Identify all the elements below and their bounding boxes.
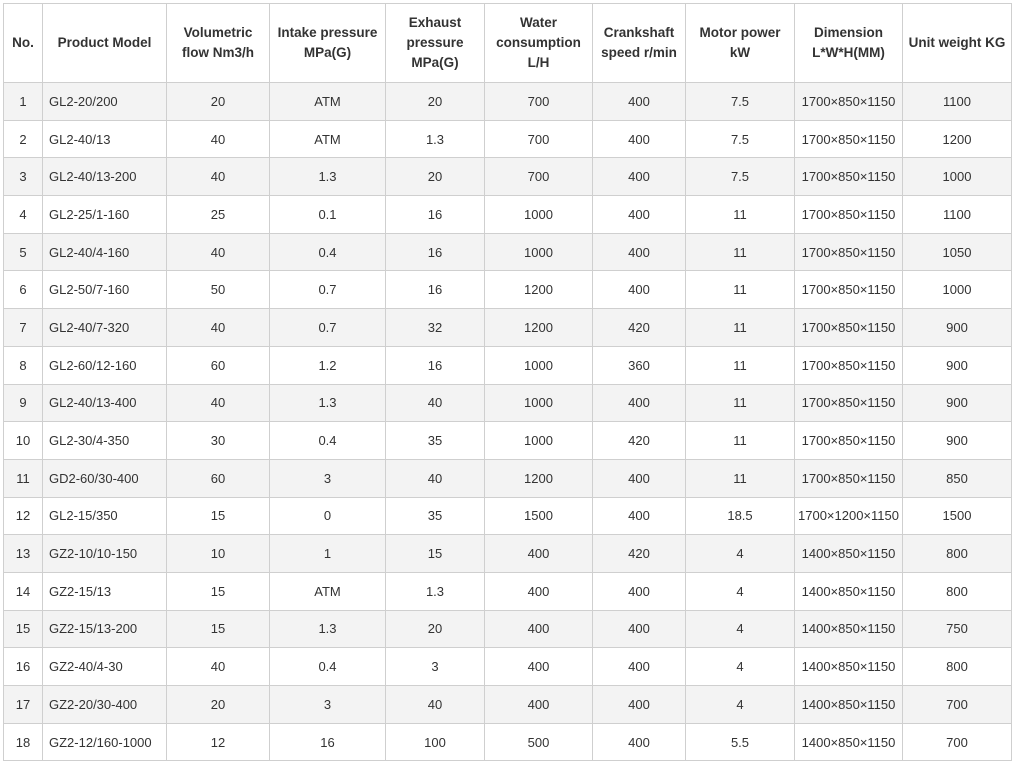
cell-dimension: 1700×1200×1150 <box>795 497 903 535</box>
cell-no: 11 <box>4 459 43 497</box>
cell-unit-weight: 1050 <box>903 233 1012 271</box>
cell-no: 3 <box>4 158 43 196</box>
cell-dimension: 1700×850×1150 <box>795 384 903 422</box>
cell-motor-power: 7.5 <box>686 158 795 196</box>
cell-intake-pressure: 0.4 <box>270 648 386 686</box>
cell-product-model: GL2-40/7-320 <box>43 309 167 347</box>
cell-dimension: 1700×850×1150 <box>795 309 903 347</box>
cell-crankshaft-speed: 360 <box>593 346 686 384</box>
cell-unit-weight: 1100 <box>903 196 1012 234</box>
cell-exhaust-pressure: 40 <box>386 686 485 724</box>
cell-volumetric-flow: 25 <box>167 196 270 234</box>
cell-no: 14 <box>4 572 43 610</box>
cell-water-consumption: 1200 <box>485 459 593 497</box>
cell-motor-power: 11 <box>686 346 795 384</box>
cell-dimension: 1700×850×1150 <box>795 459 903 497</box>
cell-exhaust-pressure: 15 <box>386 535 485 573</box>
cell-water-consumption: 400 <box>485 572 593 610</box>
cell-exhaust-pressure: 40 <box>386 459 485 497</box>
cell-no: 5 <box>4 233 43 271</box>
cell-volumetric-flow: 40 <box>167 158 270 196</box>
cell-dimension: 1400×850×1150 <box>795 572 903 610</box>
cell-volumetric-flow: 40 <box>167 384 270 422</box>
table-row <box>4 309 1012 347</box>
cell-exhaust-pressure: 16 <box>386 346 485 384</box>
cell-exhaust-pressure: 35 <box>386 422 485 460</box>
cell-motor-power: 11 <box>686 233 795 271</box>
cell-dimension: 1700×850×1150 <box>795 233 903 271</box>
cell-crankshaft-speed: 400 <box>593 572 686 610</box>
cell-water-consumption: 400 <box>485 648 593 686</box>
cell-no: 6 <box>4 271 43 309</box>
header-unit-weight: Unit weight KG <box>903 4 1012 83</box>
header-dimension: Dimension L*W*H(MM) <box>795 4 903 83</box>
cell-product-model: GL2-30/4-350 <box>43 422 167 460</box>
cell-volumetric-flow: 60 <box>167 459 270 497</box>
cell-exhaust-pressure: 20 <box>386 83 485 121</box>
table-row <box>4 686 1012 724</box>
cell-volumetric-flow: 30 <box>167 422 270 460</box>
cell-product-model: GZ2-12/160-1000 <box>43 723 167 761</box>
cell-intake-pressure: 1.2 <box>270 346 386 384</box>
table-row <box>4 648 1012 686</box>
cell-crankshaft-speed: 420 <box>593 309 686 347</box>
cell-no: 15 <box>4 610 43 648</box>
cell-dimension: 1400×850×1150 <box>795 648 903 686</box>
cell-dimension: 1400×850×1150 <box>795 535 903 573</box>
cell-crankshaft-speed: 400 <box>593 83 686 121</box>
cell-motor-power: 7.5 <box>686 120 795 158</box>
cell-volumetric-flow: 50 <box>167 271 270 309</box>
cell-no: 18 <box>4 723 43 761</box>
cell-water-consumption: 1200 <box>485 309 593 347</box>
cell-volumetric-flow: 10 <box>167 535 270 573</box>
cell-unit-weight: 1200 <box>903 120 1012 158</box>
cell-product-model: GL2-40/13-400 <box>43 384 167 422</box>
cell-volumetric-flow: 40 <box>167 120 270 158</box>
cell-no: 4 <box>4 196 43 234</box>
cell-exhaust-pressure: 20 <box>386 610 485 648</box>
cell-volumetric-flow: 60 <box>167 346 270 384</box>
cell-product-model: GD2-60/30-400 <box>43 459 167 497</box>
cell-product-model: GZ2-40/4-30 <box>43 648 167 686</box>
table-header <box>4 4 1012 83</box>
cell-dimension: 1400×850×1150 <box>795 610 903 648</box>
cell-unit-weight: 1100 <box>903 83 1012 121</box>
cell-product-model: GL2-40/4-160 <box>43 233 167 271</box>
cell-water-consumption: 1500 <box>485 497 593 535</box>
cell-motor-power: 4 <box>686 610 795 648</box>
cell-motor-power: 4 <box>686 535 795 573</box>
cell-no: 10 <box>4 422 43 460</box>
cell-product-model: GL2-20/200 <box>43 83 167 121</box>
cell-dimension: 1700×850×1150 <box>795 422 903 460</box>
cell-motor-power: 11 <box>686 309 795 347</box>
cell-exhaust-pressure: 32 <box>386 309 485 347</box>
cell-volumetric-flow: 20 <box>167 686 270 724</box>
cell-water-consumption: 1000 <box>485 384 593 422</box>
cell-intake-pressure: 1.3 <box>270 158 386 196</box>
cell-unit-weight: 900 <box>903 309 1012 347</box>
cell-intake-pressure: 0.7 <box>270 271 386 309</box>
header-no: No. <box>4 4 43 83</box>
header-row <box>4 4 1012 83</box>
header-exhaust-pressure: Exhaust pressure MPa(G) <box>386 4 485 83</box>
cell-no: 8 <box>4 346 43 384</box>
cell-product-model: GL2-50/7-160 <box>43 271 167 309</box>
table-row <box>4 120 1012 158</box>
cell-no: 13 <box>4 535 43 573</box>
header-water-consumption: Water consumption L/H <box>485 4 593 83</box>
cell-no: 16 <box>4 648 43 686</box>
cell-exhaust-pressure: 100 <box>386 723 485 761</box>
cell-exhaust-pressure: 20 <box>386 158 485 196</box>
header-intake-pressure: Intake pressure MPa(G) <box>270 4 386 83</box>
cell-dimension: 1400×850×1150 <box>795 686 903 724</box>
table-row <box>4 572 1012 610</box>
cell-unit-weight: 900 <box>903 422 1012 460</box>
cell-volumetric-flow: 12 <box>167 723 270 761</box>
cell-unit-weight: 700 <box>903 686 1012 724</box>
cell-unit-weight: 800 <box>903 535 1012 573</box>
cell-no: 12 <box>4 497 43 535</box>
cell-exhaust-pressure: 3 <box>386 648 485 686</box>
header-crankshaft-speed: Crankshaft speed r/min <box>593 4 686 83</box>
cell-volumetric-flow: 20 <box>167 83 270 121</box>
cell-volumetric-flow: 40 <box>167 233 270 271</box>
cell-water-consumption: 700 <box>485 83 593 121</box>
table-row <box>4 83 1012 121</box>
cell-volumetric-flow: 15 <box>167 572 270 610</box>
cell-exhaust-pressure: 1.3 <box>386 120 485 158</box>
header-product-model: Product Model <box>43 4 167 83</box>
cell-dimension: 1700×850×1150 <box>795 83 903 121</box>
cell-no: 2 <box>4 120 43 158</box>
cell-motor-power: 4 <box>686 572 795 610</box>
cell-no: 17 <box>4 686 43 724</box>
cell-motor-power: 7.5 <box>686 83 795 121</box>
cell-crankshaft-speed: 400 <box>593 158 686 196</box>
table-row <box>4 723 1012 761</box>
cell-exhaust-pressure: 40 <box>386 384 485 422</box>
cell-motor-power: 18.5 <box>686 497 795 535</box>
cell-intake-pressure: ATM <box>270 572 386 610</box>
cell-no: 1 <box>4 83 43 121</box>
cell-exhaust-pressure: 1.3 <box>386 572 485 610</box>
cell-no: 9 <box>4 384 43 422</box>
cell-crankshaft-speed: 400 <box>593 686 686 724</box>
cell-intake-pressure: 1.3 <box>270 384 386 422</box>
cell-water-consumption: 1000 <box>485 196 593 234</box>
cell-motor-power: 11 <box>686 422 795 460</box>
cell-exhaust-pressure: 16 <box>386 233 485 271</box>
cell-motor-power: 11 <box>686 459 795 497</box>
cell-exhaust-pressure: 16 <box>386 196 485 234</box>
cell-water-consumption: 1000 <box>485 233 593 271</box>
cell-unit-weight: 750 <box>903 610 1012 648</box>
cell-intake-pressure: 3 <box>270 686 386 724</box>
cell-motor-power: 11 <box>686 384 795 422</box>
cell-crankshaft-speed: 400 <box>593 459 686 497</box>
cell-crankshaft-speed: 400 <box>593 610 686 648</box>
cell-volumetric-flow: 15 <box>167 610 270 648</box>
table-row <box>4 346 1012 384</box>
cell-unit-weight: 900 <box>903 384 1012 422</box>
cell-crankshaft-speed: 400 <box>593 497 686 535</box>
cell-dimension: 1700×850×1150 <box>795 120 903 158</box>
cell-water-consumption: 1000 <box>485 422 593 460</box>
cell-intake-pressure: 0.7 <box>270 309 386 347</box>
product-spec-table <box>3 3 1012 761</box>
table-row <box>4 610 1012 648</box>
table-row <box>4 459 1012 497</box>
cell-water-consumption: 1000 <box>485 346 593 384</box>
cell-motor-power: 5.5 <box>686 723 795 761</box>
cell-unit-weight: 800 <box>903 648 1012 686</box>
cell-unit-weight: 1000 <box>903 158 1012 196</box>
cell-exhaust-pressure: 16 <box>386 271 485 309</box>
cell-unit-weight: 850 <box>903 459 1012 497</box>
cell-motor-power: 11 <box>686 196 795 234</box>
cell-water-consumption: 500 <box>485 723 593 761</box>
cell-product-model: GL2-15/350 <box>43 497 167 535</box>
cell-intake-pressure: 0.1 <box>270 196 386 234</box>
cell-volumetric-flow: 40 <box>167 648 270 686</box>
cell-water-consumption: 1200 <box>485 271 593 309</box>
cell-intake-pressure: 1 <box>270 535 386 573</box>
cell-water-consumption: 700 <box>485 120 593 158</box>
table-row <box>4 233 1012 271</box>
cell-water-consumption: 400 <box>485 610 593 648</box>
cell-motor-power: 11 <box>686 271 795 309</box>
cell-unit-weight: 1000 <box>903 271 1012 309</box>
cell-intake-pressure: ATM <box>270 120 386 158</box>
cell-crankshaft-speed: 400 <box>593 384 686 422</box>
cell-product-model: GZ2-10/10-150 <box>43 535 167 573</box>
cell-intake-pressure: 0.4 <box>270 233 386 271</box>
table-row <box>4 497 1012 535</box>
cell-no: 7 <box>4 309 43 347</box>
cell-product-model: GL2-40/13-200 <box>43 158 167 196</box>
cell-intake-pressure: 0 <box>270 497 386 535</box>
cell-motor-power: 4 <box>686 686 795 724</box>
cell-dimension: 1400×850×1150 <box>795 723 903 761</box>
cell-crankshaft-speed: 420 <box>593 535 686 573</box>
cell-intake-pressure: ATM <box>270 83 386 121</box>
cell-intake-pressure: 16 <box>270 723 386 761</box>
cell-crankshaft-speed: 400 <box>593 120 686 158</box>
cell-product-model: GZ2-15/13 <box>43 572 167 610</box>
spec-table-container <box>3 3 1012 761</box>
header-volumetric-flow: Volumetric flow Nm3/h <box>167 4 270 83</box>
cell-dimension: 1700×850×1150 <box>795 271 903 309</box>
cell-crankshaft-speed: 400 <box>593 196 686 234</box>
cell-exhaust-pressure: 35 <box>386 497 485 535</box>
cell-dimension: 1700×850×1150 <box>795 346 903 384</box>
cell-intake-pressure: 0.4 <box>270 422 386 460</box>
table-row <box>4 158 1012 196</box>
table-row <box>4 271 1012 309</box>
cell-water-consumption: 400 <box>485 686 593 724</box>
cell-product-model: GL2-25/1-160 <box>43 196 167 234</box>
header-motor-power: Motor power kW <box>686 4 795 83</box>
table-row <box>4 422 1012 460</box>
cell-intake-pressure: 1.3 <box>270 610 386 648</box>
table-row <box>4 535 1012 573</box>
cell-dimension: 1700×850×1150 <box>795 158 903 196</box>
cell-water-consumption: 700 <box>485 158 593 196</box>
cell-unit-weight: 700 <box>903 723 1012 761</box>
cell-crankshaft-speed: 400 <box>593 271 686 309</box>
cell-dimension: 1700×850×1150 <box>795 196 903 234</box>
cell-volumetric-flow: 40 <box>167 309 270 347</box>
table-body <box>4 83 1012 761</box>
cell-crankshaft-speed: 420 <box>593 422 686 460</box>
cell-crankshaft-speed: 400 <box>593 723 686 761</box>
table-row <box>4 384 1012 422</box>
cell-unit-weight: 900 <box>903 346 1012 384</box>
cell-unit-weight: 1500 <box>903 497 1012 535</box>
cell-product-model: GZ2-20/30-400 <box>43 686 167 724</box>
cell-product-model: GL2-60/12-160 <box>43 346 167 384</box>
cell-intake-pressure: 3 <box>270 459 386 497</box>
cell-product-model: GZ2-15/13-200 <box>43 610 167 648</box>
cell-product-model: GL2-40/13 <box>43 120 167 158</box>
cell-crankshaft-speed: 400 <box>593 233 686 271</box>
cell-water-consumption: 400 <box>485 535 593 573</box>
cell-unit-weight: 800 <box>903 572 1012 610</box>
cell-motor-power: 4 <box>686 648 795 686</box>
table-row <box>4 196 1012 234</box>
cell-crankshaft-speed: 400 <box>593 648 686 686</box>
cell-volumetric-flow: 15 <box>167 497 270 535</box>
